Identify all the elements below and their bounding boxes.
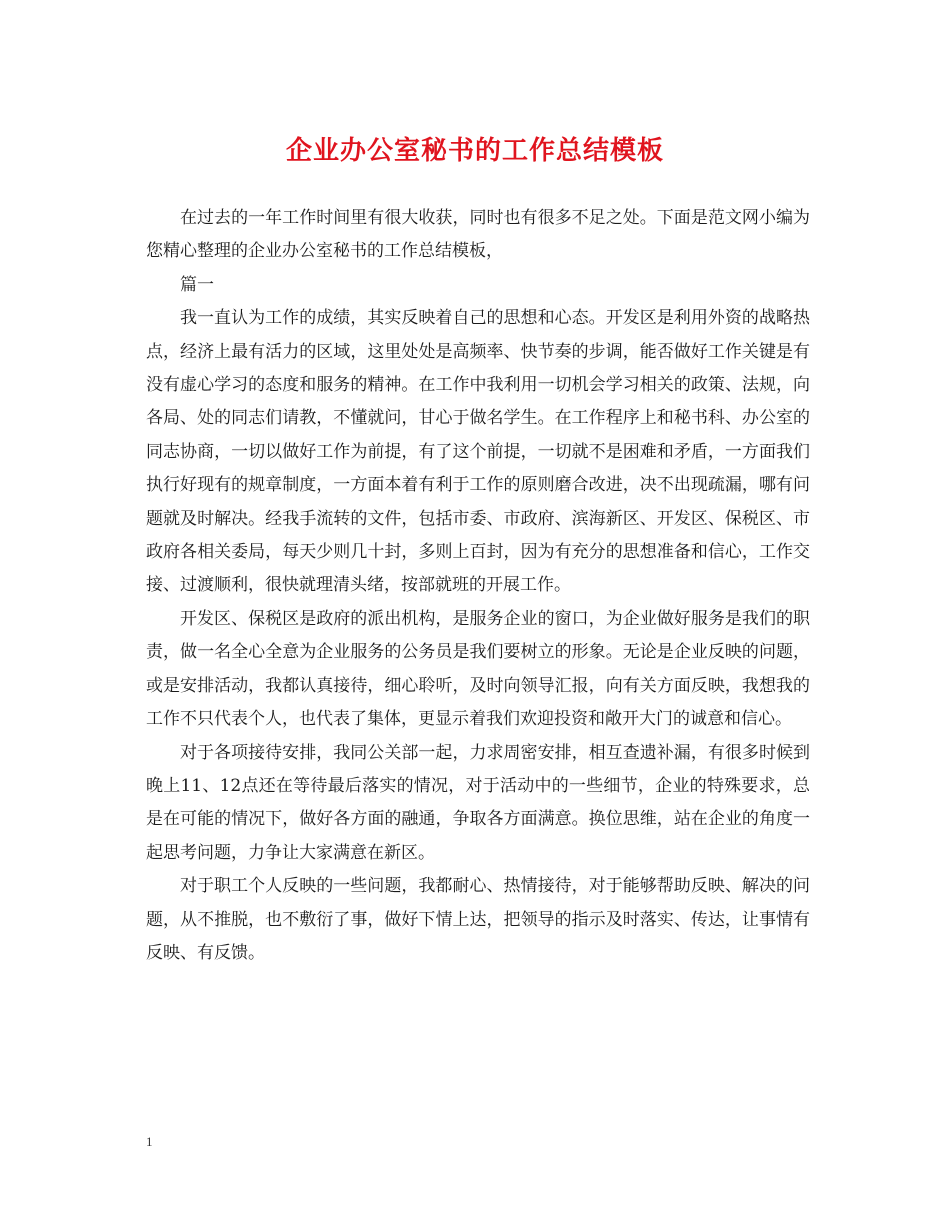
intro-paragraph: 在过去的一年工作时间里有很大收获，同时也有很多不足之处。下面是范文网小编为您精心整理的企业办公室秘书的工作总结模板， xyxy=(146,208,810,262)
section-heading: 篇一 xyxy=(180,274,214,295)
body-paragraph: 我一直认为工作的成绩，其实反映着自己的思想和心态。开发区是利用外资的战略热点，经济上最有活力的区域，这里处处是高频率、快节奏的步调，能否做好工作关键是有没有虚心学习的态度和服务的精神。在工作中我利用一切机会学习相关的政策、法规，向各局、处的同志们请教，不懂就问，甘心于做名学生。在工作程序上和秘书科、办公室的同志协商，一切以做好工作为前提，有了这个前提，一切就不是困难和矛盾，一方面我们执行好现有的规章制度，一方面本着有利于工作的原则磨合改进，决不出现疏漏，哪有问题就及时解决。经我手流转的文件，包括市委、市政府、滨海新区、开发区、保税区、市政府各相关委局，每天少则几十封，多则上百封，因为有充分的思想准备和信心，工作交接、过渡顺利，很快就理清头绪，按部就班的开展工作。 xyxy=(146,308,810,596)
body-paragraph: 对于各项接待安排，我同公关部一起，力求周密安排，相互查遗补漏，有很多时候到晚上11、12点还在等待最后落实的情况，对于活动中的一些细节，企业的特殊要求，总是在可能的情况下，做好各方面的融通，争取各方面满意。换位思维，站在企业的角度一起思考问题，力争让大家满意在新区。 xyxy=(146,742,810,863)
document-body xyxy=(146,202,810,970)
document-title: 企业办公室秘书的工作总结模板 xyxy=(285,136,664,166)
body-paragraph: 对于职工个人反映的一些问题，我都耐心、热情接待，对于能够帮助反映、解决的问题，从不推脱，也不敷衍了事，做好下情上达，把领导的指示及时落实、传达，让事情有反映、有反馈。 xyxy=(146,876,810,963)
page-number: 1 xyxy=(146,1134,153,1149)
body-paragraph: 开发区、保税区是政府的派出机构，是服务企业的窗口，为企业做好服务是我们的职责，做一名全心全意为企业服务的公务员是我们要树立的形象。无论是企业反映的问题，或是安排活动，我都认真接待，细心聆听，及时向领导汇报，向有关方面反映，我想我的工作不只代表个人，也代表了集体，更显示着我们欢迎投资和敞开大门的诚意和信心。 xyxy=(146,608,810,730)
